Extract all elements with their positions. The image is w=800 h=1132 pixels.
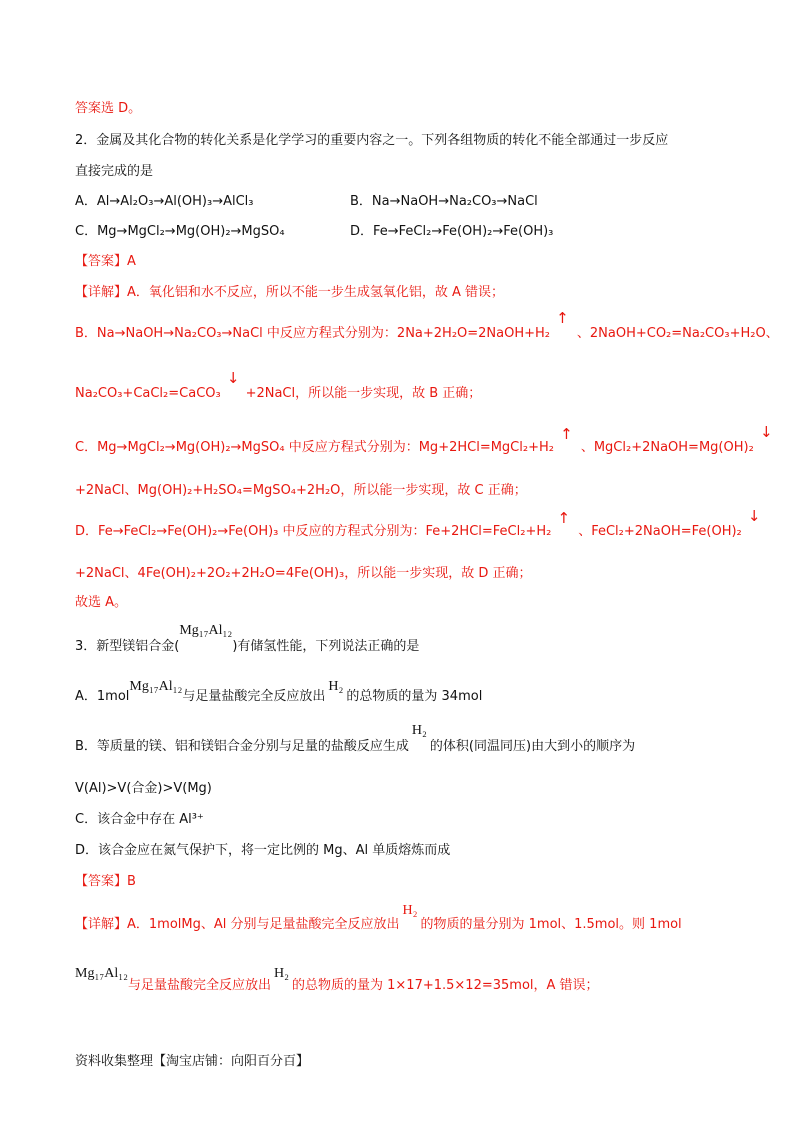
detail-b-line-1 (75, 309, 779, 343)
formula-h2: H₂ (274, 966, 289, 981)
question-3-text-a: 3．新型镁铝合金( (75, 639, 180, 654)
question-3-option-a (75, 679, 483, 706)
detail-d-eq1: D．Fe→FeCl₂→Fe(OH)₂→Fe(OH)₃ 中反应的方程式分别为：Fe+2HCl=FeCl₂+H₂ (75, 524, 552, 539)
up-arrow-icon: ↑ (557, 509, 571, 527)
question-3-option-d: D．该合金应在氮气保护下，将一定比例的 Mg、Al 单质熔炼而成 (75, 843, 451, 858)
detail-c-line-1 (75, 423, 773, 457)
q3b-text-b: 的体积(同温同压)由大到小的顺序为 (429, 739, 636, 754)
q3a-text-c: 的总物质的量为 34mol (346, 689, 483, 704)
detail-b-eq2: 、2NaOH+CO₂=Na₂CO₃+H₂O、 (576, 326, 779, 341)
formula-h2: H₂ (328, 679, 344, 694)
detail-d-line-2: +2NaCl、4Fe(OH)₂+2O₂+2H₂O=4Fe(OH)₃，所以能一步实现，故 D 正确； (75, 566, 532, 581)
detail-c-eq2: 、MgCl₂+2NaOH=Mg(OH)₂ (580, 440, 754, 455)
question-2-line-1: 2．金属及其化合物的转化关系是化学学习的重要内容之一。下列各组物质的转化不能全部通过一步反应 (75, 133, 669, 148)
down-arrow-icon: ↓ (759, 423, 773, 441)
detail-a: 【详解】A．氧化铝和水不反应，所以不能一步生成氢氧化铝，故 A 错误； (75, 285, 505, 300)
formula-h2: H₂ (411, 723, 427, 738)
detail-b-line-2 (75, 369, 482, 403)
select-answer: 故选 A。 (75, 595, 128, 610)
detail-b-eq1: B．Na→NaOH→Na₂CO₃→NaCl 中反应方程式分别为：2Na+2H₂O=2NaOH+H₂ (75, 326, 551, 341)
question-3-option-c: C．该合金中存在 Al³⁺ (75, 812, 204, 827)
option-b: B．Na→NaOH→Na₂CO₃→NaCl (350, 194, 538, 209)
detail-c-eq1: C．Mg→MgCl₂→Mg(OH)₂→MgSO₄ 中反应方程式分别为：Mg+2HCl=MgCl₂+H₂ (75, 440, 554, 455)
detail-3-line-1 (75, 903, 682, 934)
detail-c-line-2: +2NaCl、Mg(OH)₂+H₂SO₄=MgSO₄+2H₂O，所以能一步实现，故 C 正确； (75, 483, 527, 498)
q3b-text-a: B．等质量的镁、铝和镁铝合金分别与足量的盐酸反应生成 (75, 739, 409, 754)
answer-line: 答案选 D。 (75, 101, 142, 116)
option-c: C．Mg→MgCl₂→Mg(OH)₂→MgSO₄ (75, 224, 285, 239)
down-arrow-icon: ↓ (226, 369, 240, 387)
q3a-text-b: 与足量盐酸完全反应放出 (182, 689, 326, 704)
formula-mg17al12: Mg₁₇Al₁₂ (179, 623, 233, 638)
detail-b-eq4: +2NaCl，所以能一步实现，故 B 正确； (245, 386, 482, 401)
detail-3-line-2 (75, 966, 599, 995)
detail-d-eq2: 、FeCl₂+2NaOH=Fe(OH)₂ (578, 524, 742, 539)
q3a-text-a: A．1mol (75, 689, 130, 704)
formula-h2: H₂ (402, 903, 418, 918)
detail-d-line-1 (75, 507, 761, 541)
down-arrow-icon: ↓ (747, 507, 761, 525)
up-arrow-icon: ↑ (560, 425, 573, 443)
answer-2: 【答案】A (75, 254, 136, 269)
option-d: D．Fe→FeCl₂→Fe(OH)₂→Fe(OH)₃ (350, 224, 554, 239)
question-3 (75, 623, 420, 656)
answer-3: 【答案】B (75, 874, 136, 889)
question-3-option-b-line-2: V(Al)>V(合金)>V(Mg) (75, 781, 212, 796)
detail-b-eq3: Na₂CO₃+CaCl₂=CaCO₃ (75, 386, 221, 401)
detail-3-text-d: 的总物质的量为 1×17+1.5×12=35mol，A 错误； (292, 978, 599, 993)
up-arrow-icon: ↑ (556, 309, 569, 327)
formula-mg17al12: Mg₁₇Al₁₂ (75, 966, 128, 981)
question-3-option-b-line-1 (75, 723, 636, 756)
question-2-line-2: 直接完成的是 (75, 164, 154, 179)
detail-3-text-a: 【详解】A．1molMg、Al 分别与足量盐酸完全反应放出 (75, 917, 400, 932)
detail-3-text-c: 与足量盐酸完全反应放出 (127, 978, 271, 993)
option-a: A．Al→Al₂O₃→Al(OH)₃→AlCl₃ (75, 194, 254, 209)
question-3-text-b: )有储氢性能，下列说法正确的是 (232, 639, 420, 654)
formula-mg17al12: Mg₁₇Al₁₂ (129, 679, 183, 694)
footer: 资料收集整理【淘宝店铺：向阳百分百】 (75, 1054, 310, 1069)
detail-3-text-b: 的物质的量分别为 1mol、1.5mol。则 1mol (420, 917, 682, 932)
